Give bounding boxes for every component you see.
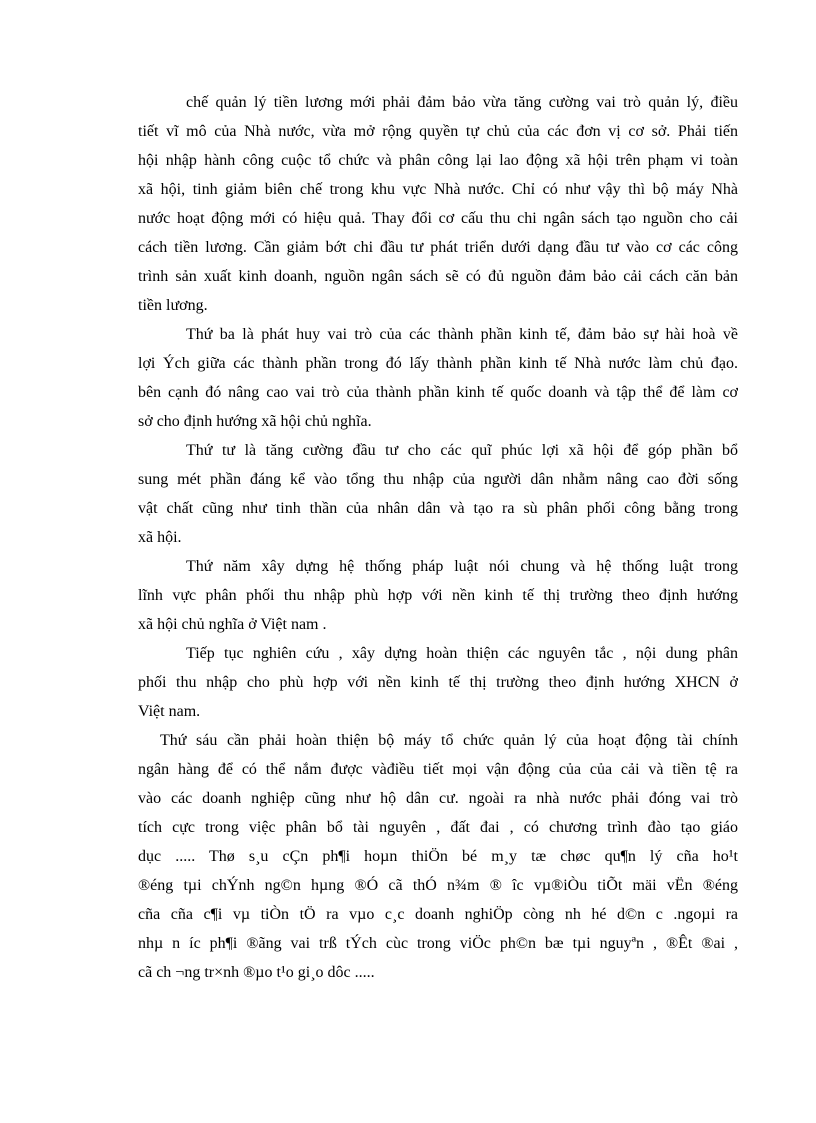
text-line: sung mét phần đáng kể vào tổng thu nhập của người dân nhằm nâng cao đời sống — [138, 471, 738, 488]
text-line: xã hội. — [138, 529, 182, 546]
garbled-text-line: ®éng tµi chÝnh ng©n hµng ®Ó cã thÓ n¾m ® îc vµ®iÒu tiÕt mäi vËn ®éng — [138, 877, 738, 894]
text-line: vào các doanh nghiệp cũng như hộ dân cư. ngoài ra nhà nước phải đóng vai trò — [138, 790, 738, 807]
paragraph-start-line: Tiếp tục nghiên cứu , xây dựng hoàn thiện các nguyên tắc , nội dung phân — [186, 645, 738, 662]
text-line: vật chất cũng như tinh thần của nhân dân và tạo ra sù phân phối công bằng trong — [138, 500, 738, 517]
paragraph-start-line: Thứ ba là phát huy vai trò của các thành phần kinh tế, đảm bảo sự hài hoà về — [186, 326, 738, 343]
text-line: cách tiền lương. Cần giảm bớt chi đầu tư phát triển dưới dạng đầu tư vào cơ các công — [138, 239, 738, 256]
text-line: nước hoạt động mới có hiệu quả. Thay đổi cơ cấu thu chi ngân sách tạo nguồn cho cải — [138, 210, 738, 227]
text-line: xã hội chủ nghĩa ở Việt nam . — [138, 616, 327, 633]
paragraph-start-line: Thứ năm xây dựng hệ thống pháp luật nói chung và hệ thống luật trong — [186, 558, 738, 575]
paragraph-start-line: Thứ sáu cần phải hoàn thiện bộ máy tổ chức quản lý của hoạt động tài chính — [160, 732, 738, 749]
text-line: ngân hàng để có thể nắm được vàđiều tiết mọi vận động của của cải và tiền tệ ra — [138, 761, 738, 778]
text-line: trình sản xuất kinh doanh, nguồn ngân sách sẽ có đủ nguồn đảm bảo cải cách căn bản — [138, 268, 738, 285]
text-line: tiết vĩ mô của Nhà nước, vừa mở rộng quyền tự chủ của các đơn vị cơ sở. Phải tiến — [138, 123, 738, 140]
garbled-text-line: nhµ n íc ph¶i ®ãng vai trß tÝch cùc trong viÖc ph©n bæ tµi nguyªn , ®Êt ®ai , — [138, 935, 738, 952]
garbled-text-line: cña cña c¶i vµ tiÒn tÖ ra vµo c¸c doanh nghiÖp còng nh hé d©n c .ngoµi ra — [138, 906, 738, 923]
text-line: bên cạnh đó nâng cao vai trò của thành phần kinh tế quốc doanh và tập thể để làm cơ — [138, 384, 738, 401]
document-body — [138, 88, 738, 987]
paragraph-start-line: Thứ tư là tăng cường đầu tư cho các quĩ phúc lợi xã hội để góp phần bổ — [186, 442, 738, 459]
text-line: tiền lương. — [138, 297, 208, 314]
garbled-text-line: dục ..... Thø s¸u cÇn ph¶i hoµn thiÖn bé m¸y tæ chøc qu¶n lý cña ho¹t — [138, 848, 738, 865]
text-line: phối thu nhập cho phù hợp với nền kinh tế thị trường theo định hướng XHCN ở — [138, 674, 738, 691]
text-line: lợi Ých giữa các thành phần trong đó lấy thành phần kinh tế Nhà nước làm chủ đạo. — [138, 355, 738, 372]
text-line: hội nhập hành công cuộc tổ chức và phân công lại lao động xã hội trên phạm vi toàn — [138, 152, 738, 169]
text-line: Việt nam. — [138, 703, 201, 720]
text-line: lĩnh vực phân phối thu nhập phù hợp với nền kinh tế thị trường theo định hướng — [138, 587, 738, 604]
text-line: sở cho định hướng xã hội chủ nghĩa. — [138, 413, 372, 430]
text-line: tích cực trong việc phân bổ tài nguyên , đất đai , có chương trình đào tạo giáo — [138, 819, 738, 836]
text-line: chế quản lý tiền lương mới phải đảm bảo vừa tăng cường vai trò quản lý, điều — [186, 94, 738, 111]
garbled-text-line: cã ch ¬ng tr×nh ®µo t¹o gi¸o dôc ..... — [138, 964, 375, 981]
text-line: xã hội, tinh giảm biên chế trong khu vực Nhà nước. Chỉ có như vậy thì bộ máy Nhà — [138, 181, 738, 198]
